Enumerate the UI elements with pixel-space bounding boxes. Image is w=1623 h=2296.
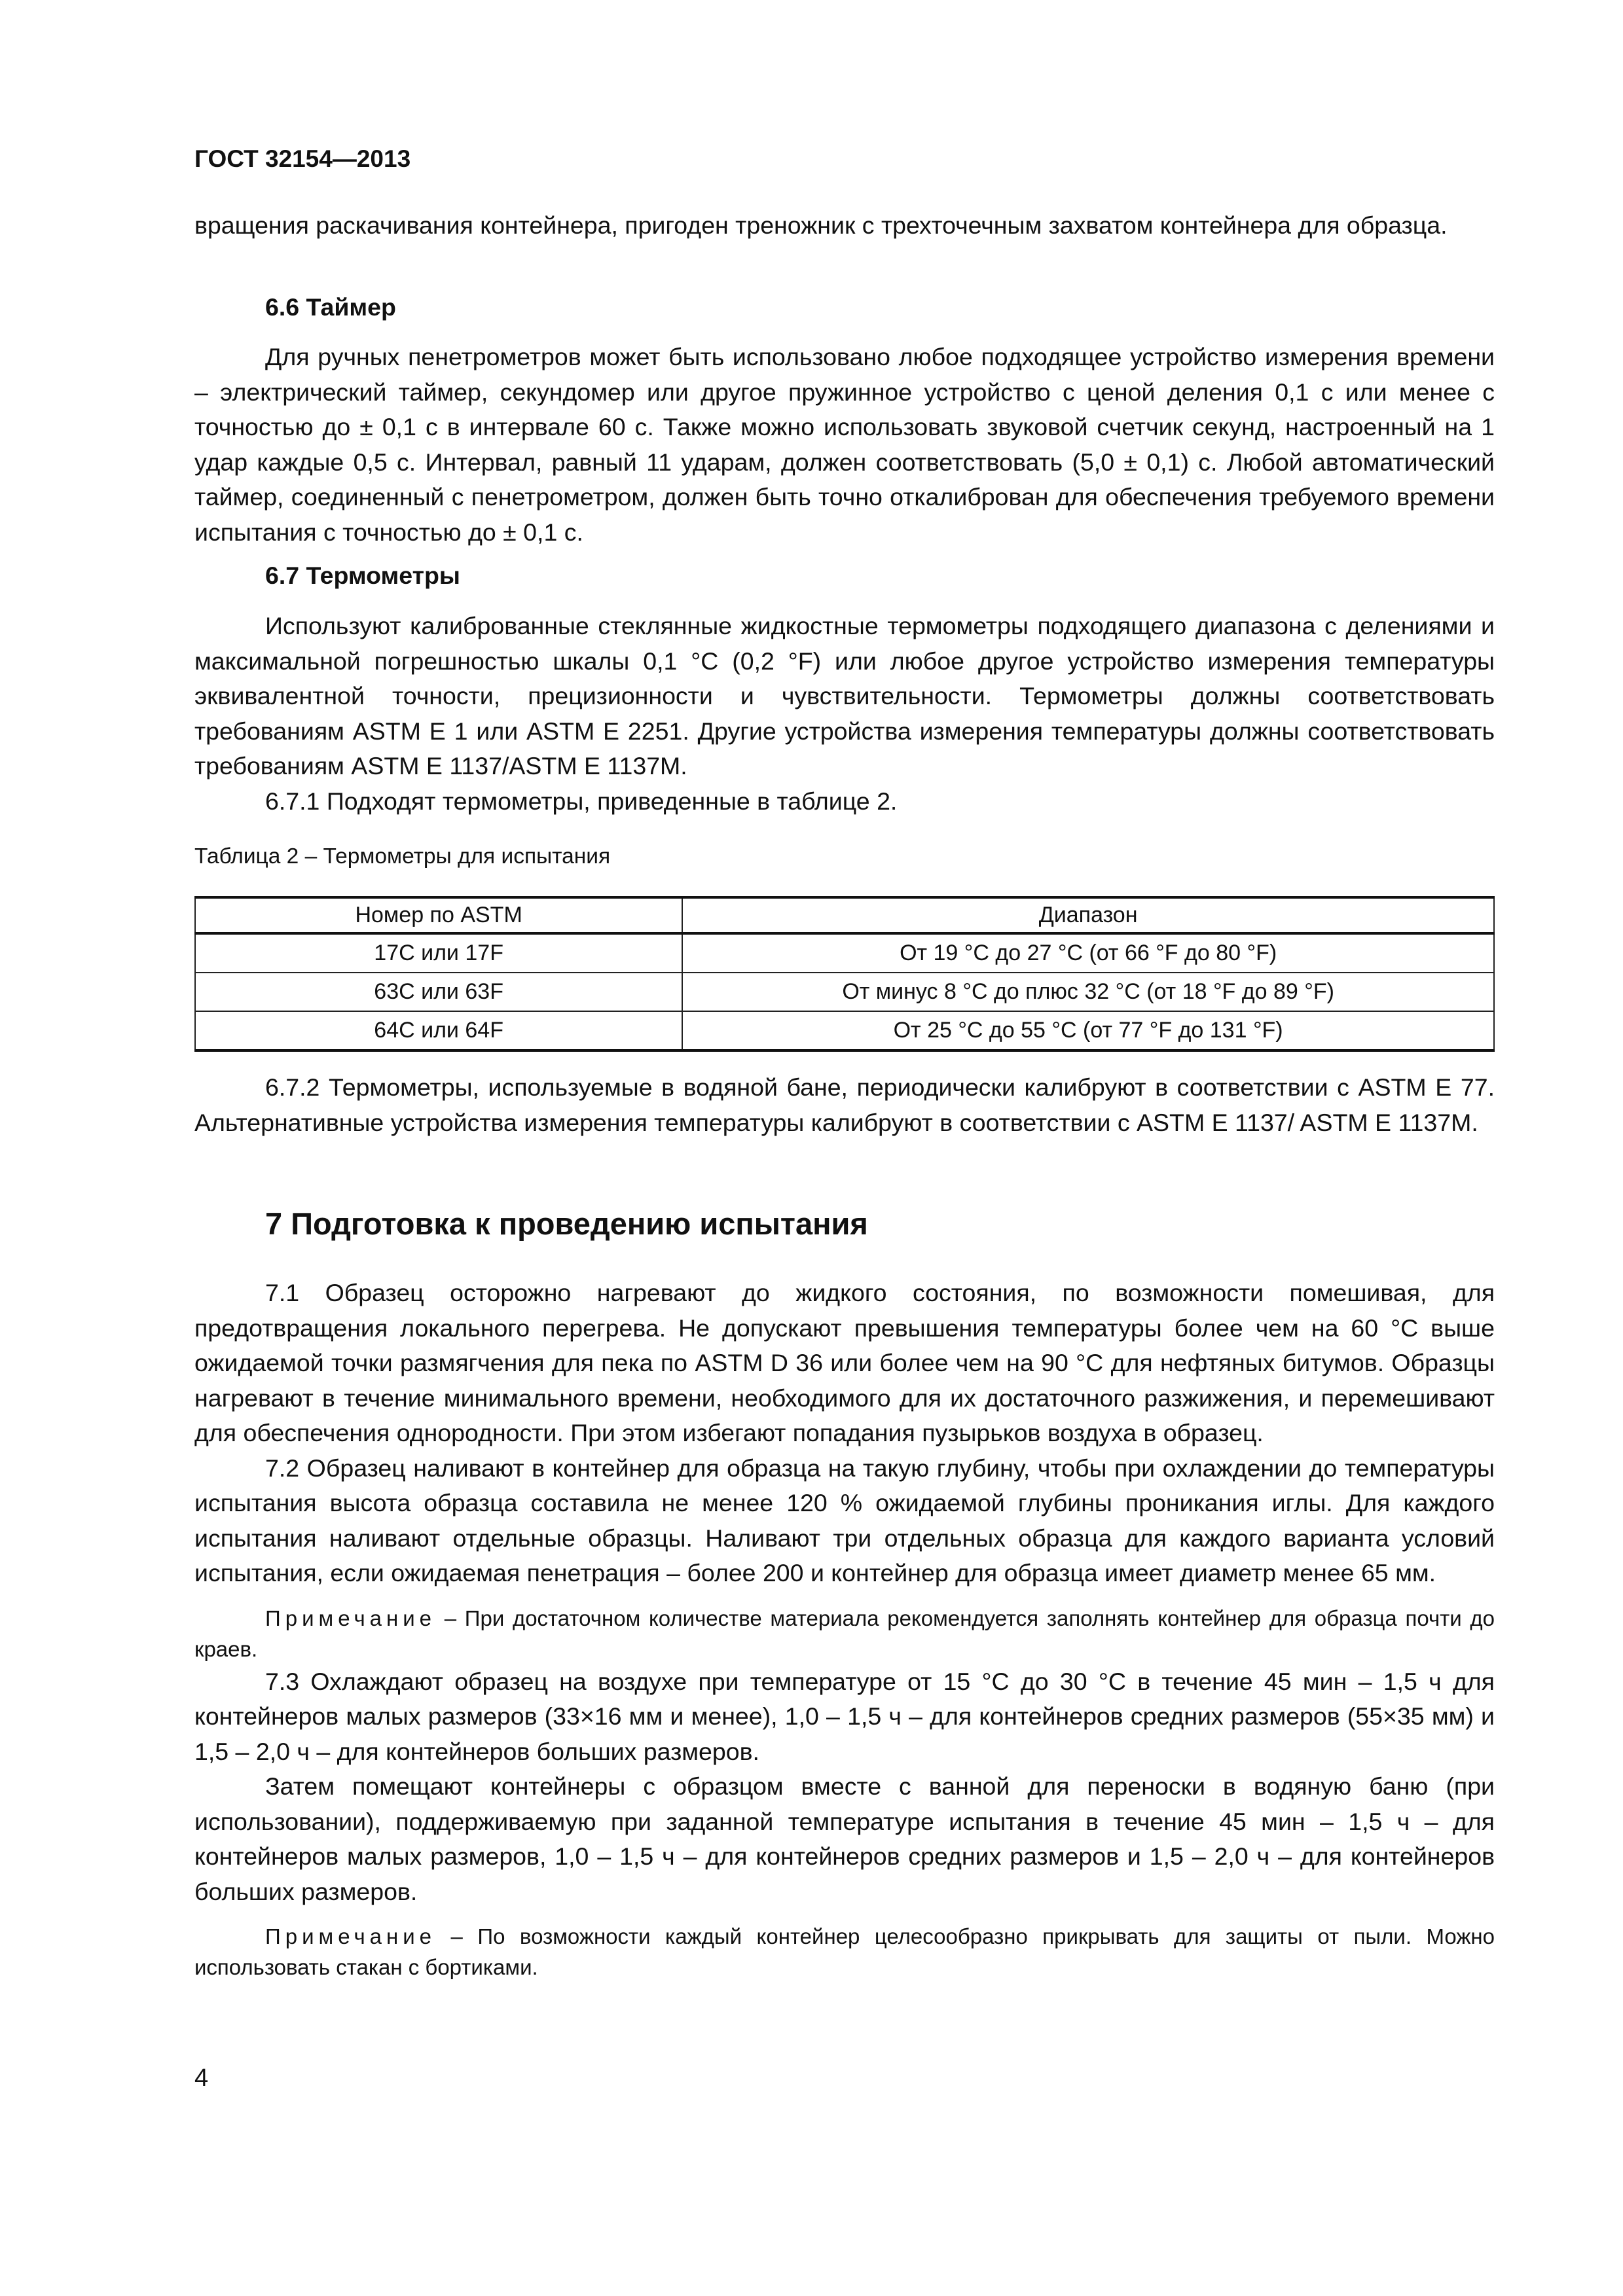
table-cell-astm-number: 63C или 63F xyxy=(195,973,682,1011)
section-6-7-1-paragraph: 6.7.1 Подходят термометры, приведенные в таблице 2. xyxy=(265,787,898,815)
table-cell-range: От 19 °С до 27 °С (от 66 °F до 80 °F) xyxy=(682,933,1494,973)
document-header: ГОСТ 32154—2013 xyxy=(194,145,411,172)
table-row xyxy=(195,1011,1494,1050)
table-cell-astm-number: 17C или 17F xyxy=(195,933,682,973)
note-1-label: Примечание xyxy=(265,1605,437,1630)
note-2-label: Примечание xyxy=(265,1924,437,1948)
section-7-2-paragraph: 7.2 Образец наливают в контейнер для образца на такую глубину, чтобы при охлаждении до температуры испытания высота образца составила не менее 120 % ожидаемой глубины проникания иглы. Для каждого испытания наливают отдельные образцы. Наливают три отдельных образца для каждого варианта условий испытания, если ожидаемая пенетрация – более 200 и контейнер для образца имеет диаметр менее 65 мм. xyxy=(194,1454,1495,1587)
section-7-3-continuation: Затем помещают контейнеры с образцом вместе с ванной для переноски в водяную баню (при использовании), поддерживаемую при заданной температуре испытания в течение 45 мин – 1,5 ч – для контейнеров малых размеров, 1,0 – 1,5 ч – для контейнеров средних размеров и 1,5 – 2,0 ч – для контейнеров больших размеров. xyxy=(194,1772,1495,1905)
table-cell-range: От минус 8 °С до плюс 32 °С (от 18 °F до 89 °F) xyxy=(682,973,1494,1011)
section-6-7-2-paragraph: 6.7.2 Термометры, используемые в водяной бане, периодически калибруют в соответствии с ASTM E 77. Альтернативные устройства измерения температуры калибруют в соответствии с ASTM E 1137/ ASTM E 1137M. xyxy=(194,1073,1495,1136)
section-6-7-2-body xyxy=(194,1070,1495,1140)
table-cell-range: От 25 °С до 55 °С (от 77 °F до 131 °F) xyxy=(682,1011,1494,1050)
section-6-7-paragraph: Используют калиброванные стеклянные жидкостные термометры подходящего диапазона с делениями и максимальной погрешностью шкалы 0,1 °С (0,2 °F) или любое другое устройство измерения температуры эквивалентной точности, прецизионности и чувствительности. Термометры должны соответствовать требованиям ASTM E 1 или ASTM E 2251. Другие устройства измерения температуры должны соответствовать требованиям ASTM E 1137/ASTM E 1137M. xyxy=(194,612,1495,780)
thermometers-table xyxy=(194,896,1495,1052)
section-7-body xyxy=(194,1276,1495,1982)
table-2-caption: Таблица 2 – Термометры для испытания xyxy=(194,844,611,869)
column-header-astm-number: Номер по ASTM xyxy=(195,897,682,933)
section-7-3-paragraph: 7.3 Охлаждают образец на воздухе при температуре от 15 °С до 30 °С в течение 45 мин – 1,5 ч для контейнеров малых размеров (33×16 мм и менее), 1,0 – 1,5 ч – для контейнеров средних размеров (55×35 мм) и 1,5 – 2,0 ч – для контейнеров больших размеров. xyxy=(194,1667,1495,1765)
note-1-text: – При достаточном количестве материала рекомендуется заполнять контейнер для образца почти до краев. xyxy=(194,1605,1495,1661)
page-number: 4 xyxy=(194,2064,209,2092)
section-7-1-paragraph: 7.1 Образец осторожно нагревают до жидкого состояния, по возможности помешивая, для предотвращения локального перегрева. Не допускают превышения температуры более чем на 60 °С выше ожидаемой точки размягчения для пека по ASTM D 36 или более чем на 90 °С для нефтяных битумов. Образцы нагревают в течение минимального времени, необходимого для их достаточного разжижения, и перемешивают для обеспечения однородности. При этом избегают попадания пузырьков воздуха в образец. xyxy=(194,1279,1495,1446)
continuation-text: вращения раскачивания контейнера, пригоден треножник с трехточечным захватом контейнера для образца. xyxy=(194,211,1448,239)
column-header-range: Диапазон xyxy=(682,897,1494,933)
table-row xyxy=(195,933,1494,973)
section-6-6-body xyxy=(194,340,1495,550)
section-6-7-body xyxy=(194,609,1495,819)
note-2 xyxy=(194,1921,1495,1982)
section-6-7-heading: 6.7 Термометры xyxy=(265,562,460,589)
section-7-heading: 7 Подготовка к проведению испытания xyxy=(265,1206,868,1241)
table-row xyxy=(195,973,1494,1011)
continuation-paragraph xyxy=(194,208,1495,243)
table-cell-astm-number: 64C или 64F xyxy=(195,1011,682,1050)
section-6-6-paragraph: Для ручных пенетрометров может быть использовано любое подходящее устройство измерения времени – электрический таймер, секундомер или другое пружинное устройство с ценой деления 0,1 с или менее с точностью до ± 0,1 с в интервале 60 с. Также можно использовать звуковой счетчик секунд, настроенный на 1 удар каждые 0,5 с. Интервал, равный 11 ударам, должен соответствовать (5,0 ± 0,1) с. Любой автоматический таймер, соединенный с пенетрометром, должен быть точно откалиброван для обеспечения требуемого времени испытания с точностью до ± 0,1 с. xyxy=(194,343,1495,546)
table-header-row xyxy=(195,897,1494,933)
section-6-6-heading: 6.6 Таймер xyxy=(265,293,396,321)
note-2-text: – По возможности каждый контейнер целесообразно прикрывать для защиты от пыли. Можно использовать стакан с бортиками. xyxy=(194,1924,1495,1979)
note-1 xyxy=(194,1603,1495,1664)
